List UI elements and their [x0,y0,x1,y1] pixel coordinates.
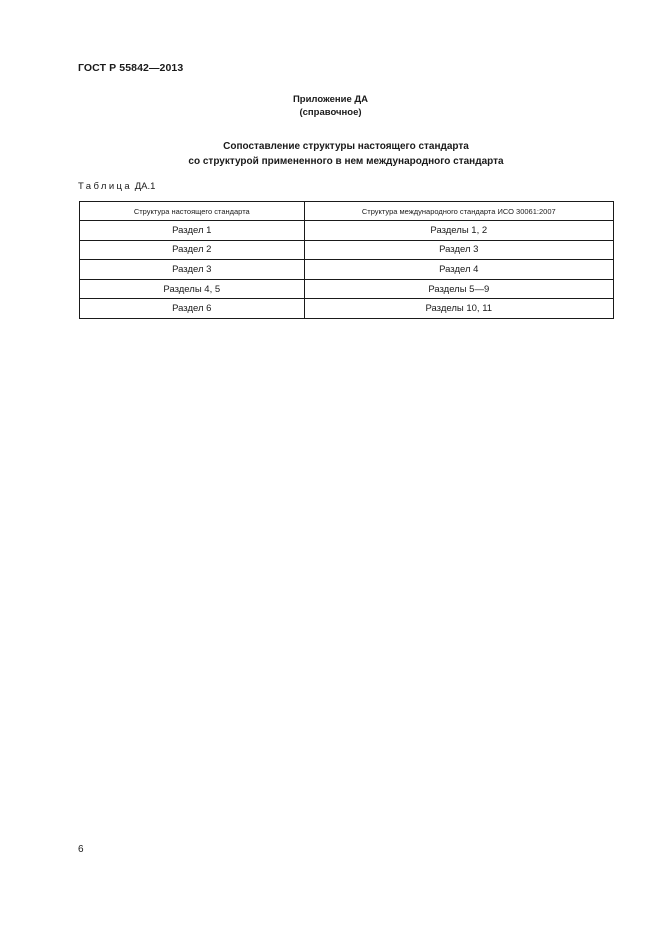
table-row [80,279,614,299]
document-title-line-2: со структурой примененного в нем международного стандарта [188,156,504,167]
table-cell: Раздел 1 [80,221,305,241]
table-row [80,240,614,260]
column-header-international: Структура международного стандарта ИСО 30061:2007 [304,202,613,221]
annex-title: Приложение ДА [292,94,369,105]
table-cell: Раздел 4 [304,260,613,280]
annex-heading [0,93,661,119]
annex-subtitle: (справочное) [299,107,362,118]
table-cell: Разделы 10, 11 [304,299,613,319]
column-header-national: Структура настоящего стандарта [80,202,305,221]
table-cell: Разделы 5—9 [304,279,613,299]
table-cell: Раздел 3 [80,260,305,280]
table-row [80,299,614,319]
table-cell: Разделы 1, 2 [304,221,613,241]
standard-designation: ГОСТ Р 55842—2013 [78,62,184,74]
table-header-row [80,202,614,221]
table-cell: Раздел 2 [80,240,305,260]
document-title-line-1: Сопоставление структуры настоящего стандарта [223,141,469,152]
page-number: 6 [78,844,84,855]
table-cell: Раздел 6 [80,299,305,319]
comparison-table [79,201,614,319]
document-title [0,139,661,169]
table-cell: Раздел 3 [304,240,613,260]
table-row [80,221,614,241]
table-caption-word: Таблица [78,181,133,192]
table-caption [78,181,155,192]
table-row [80,260,614,280]
table-cell: Разделы 4, 5 [80,279,305,299]
table-caption-number: ДА.1 [134,181,156,192]
